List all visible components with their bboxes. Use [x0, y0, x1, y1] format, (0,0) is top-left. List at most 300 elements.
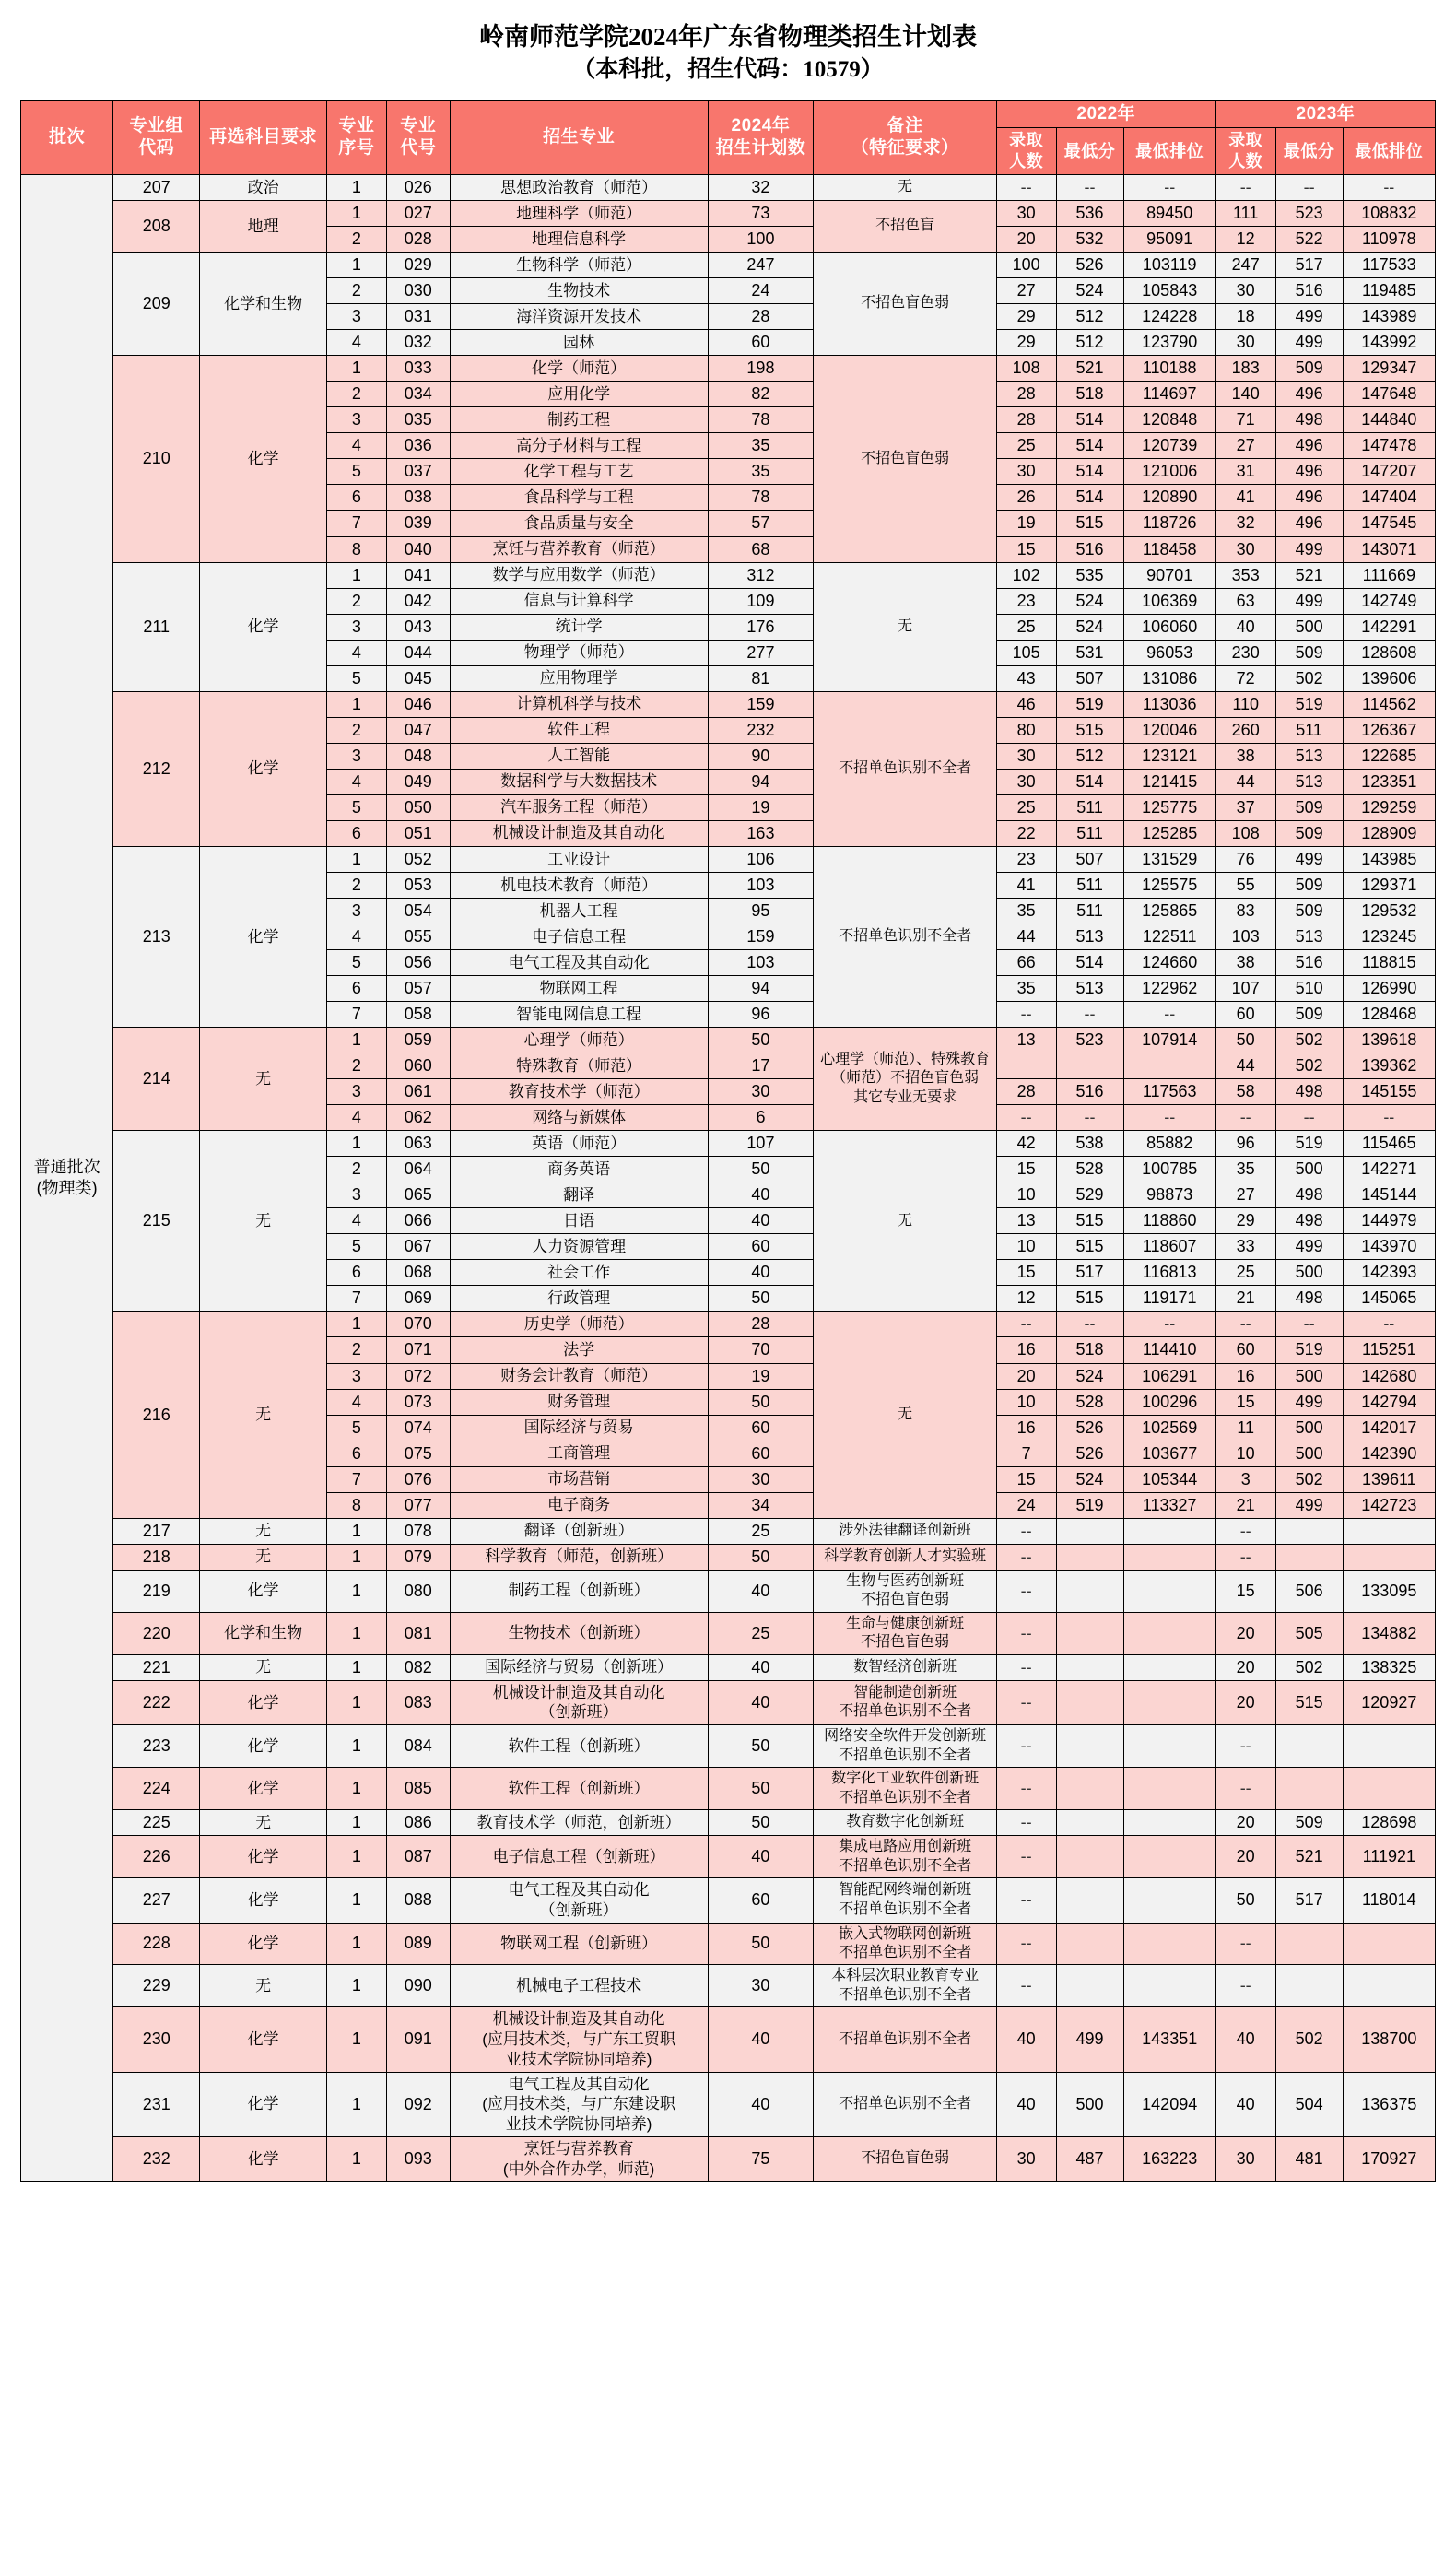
major-name-cell: 教育技术学（师范，创新班） — [450, 1810, 708, 1836]
enrolled-2022-cell: 42 — [996, 1131, 1056, 1157]
minscore-2023-cell: -- — [1275, 175, 1343, 201]
major-code-cell: 092 — [386, 2072, 450, 2136]
major-seq-cell: 1 — [327, 201, 387, 227]
minrank-2022-cell: 106369 — [1123, 588, 1215, 614]
plan-count-cell: 28 — [708, 1312, 814, 1337]
minrank-2022-cell: 103677 — [1123, 1441, 1215, 1466]
major-name-cell: 电子信息工程 — [450, 924, 708, 949]
group-code-cell: 225 — [113, 1810, 200, 1836]
minscore-2022-cell: 516 — [1056, 536, 1123, 562]
minscore-2022-cell — [1056, 1612, 1123, 1654]
enrolled-2022-cell: 25 — [996, 433, 1056, 459]
major-name-cell: 翻译 — [450, 1182, 708, 1208]
enrolled-2023-cell: 96 — [1215, 1131, 1275, 1157]
major-seq-cell: 3 — [327, 304, 387, 330]
plan-count-cell: 25 — [708, 1612, 814, 1654]
enrolled-2023-cell: 30 — [1215, 330, 1275, 356]
major-seq-cell: 1 — [327, 846, 387, 872]
major-name-cell: 人力资源管理 — [450, 1234, 708, 1260]
enrolled-2023-cell: 260 — [1215, 717, 1275, 743]
group-code-cell: 228 — [113, 1923, 200, 1965]
minscore-2022-cell: 526 — [1056, 1415, 1123, 1441]
major-code-cell: 044 — [386, 640, 450, 665]
major-seq-cell: 7 — [327, 1002, 387, 1028]
major-code-cell: 080 — [386, 1570, 450, 1612]
minscore-2022-cell: -- — [1056, 1312, 1123, 1337]
major-seq-cell: 4 — [327, 640, 387, 665]
enrolled-2023-cell: 55 — [1215, 872, 1275, 898]
major-code-cell: 070 — [386, 1312, 450, 1337]
minrank-2022-cell: 124228 — [1123, 304, 1215, 330]
minrank-2023-cell: 128468 — [1343, 1002, 1435, 1028]
minscore-2022-cell: 507 — [1056, 846, 1123, 872]
table-row — [21, 1965, 1436, 2007]
minrank-2023-cell: 139362 — [1343, 1053, 1435, 1079]
minscore-2022-cell: 519 — [1056, 1492, 1123, 1518]
minscore-2022-cell: 513 — [1056, 924, 1123, 949]
major-seq-cell: 7 — [327, 1466, 387, 1492]
major-code-cell: 074 — [386, 1415, 450, 1441]
enrolled-2023-cell: 33 — [1215, 1234, 1275, 1260]
plan-count-cell: 50 — [708, 1923, 814, 1965]
minscore-2023-cell: 521 — [1275, 1836, 1343, 1878]
minrank-2022-cell — [1123, 1654, 1215, 1680]
th-year-2022: 2022年 — [996, 100, 1215, 127]
minscore-2023-cell: 499 — [1275, 536, 1343, 562]
minrank-2023-cell: 143071 — [1343, 536, 1435, 562]
major-seq-cell: 2 — [327, 278, 387, 304]
major-name-cell: 机电技术教育（师范） — [450, 872, 708, 898]
enrolled-2022-cell: 20 — [996, 1363, 1056, 1389]
minscore-2023-cell: 502 — [1275, 1654, 1343, 1680]
minrank-2023-cell: 126990 — [1343, 976, 1435, 1002]
minrank-2022-cell: 118458 — [1123, 536, 1215, 562]
enrolled-2022-cell: 46 — [996, 691, 1056, 717]
major-seq-cell: 1 — [327, 175, 387, 201]
group-code-cell: 212 — [113, 691, 200, 846]
minscore-2023-cell: 519 — [1275, 1131, 1343, 1157]
minrank-2023-cell: 134882 — [1343, 1612, 1435, 1654]
minrank-2023-cell: 170927 — [1343, 2136, 1435, 2182]
enrolled-2023-cell: 18 — [1215, 304, 1275, 330]
plan-count-cell: 107 — [708, 1131, 814, 1157]
major-name-cell: 制药工程（创新班） — [450, 1570, 708, 1612]
major-name-cell: 历史学（师范） — [450, 1312, 708, 1337]
minrank-2023-cell: 138325 — [1343, 1654, 1435, 1680]
minrank-2023-cell: 114562 — [1343, 691, 1435, 717]
table-row — [21, 1028, 1436, 1053]
minrank-2023-cell: 142794 — [1343, 1389, 1435, 1415]
minrank-2022-cell: 125575 — [1123, 872, 1215, 898]
major-code-cell: 032 — [386, 330, 450, 356]
table-row — [21, 1836, 1436, 1878]
table-row — [21, 1768, 1436, 1810]
major-seq-cell: 5 — [327, 1415, 387, 1441]
header-row-1 — [21, 100, 1436, 127]
enrolled-2023-cell: 30 — [1215, 536, 1275, 562]
subject-requirement-cell: 化学 — [200, 1878, 327, 1924]
th-group-code-line2: 代码 — [138, 138, 175, 159]
minrank-2023-cell: 139618 — [1343, 1028, 1435, 1053]
remark-cell: 本科层次职业教育专业 不招单色识别不全者 — [814, 1965, 996, 2007]
minrank-2023-cell: 115465 — [1343, 1131, 1435, 1157]
remark-cell: 心理学（师范）、特殊教育（师范）不招色盲色弱 其它专业无要求 — [814, 1028, 996, 1131]
major-seq-cell: 1 — [327, 691, 387, 717]
minscore-2023-cell: 496 — [1275, 382, 1343, 407]
major-name-cell: 法学 — [450, 1337, 708, 1363]
minrank-2022-cell: 131529 — [1123, 846, 1215, 872]
minscore-2022-cell: 524 — [1056, 278, 1123, 304]
minscore-2022-cell: 515 — [1056, 717, 1123, 743]
major-seq-cell: 2 — [327, 382, 387, 407]
minrank-2022-cell: 120046 — [1123, 717, 1215, 743]
subject-requirement-cell: 无 — [200, 1312, 327, 1518]
subject-requirement-cell: 化学和生物 — [200, 1612, 327, 1654]
minrank-2022-cell — [1123, 1518, 1215, 1544]
major-name-cell: 工业设计 — [450, 846, 708, 872]
minscore-2022-cell: 524 — [1056, 1466, 1123, 1492]
th-2023-minscore: 最低分 — [1275, 128, 1343, 175]
major-name-cell: 电气工程及其自动化 (应用技术类，与广东建设职 业技术学院协同培养) — [450, 2072, 708, 2136]
enrolled-2022-cell: -- — [996, 1836, 1056, 1878]
remark-cell: 不招单色识别不全者 — [814, 691, 996, 846]
th-plan-line2: 招生计划数 — [715, 138, 806, 159]
minscore-2023-cell: -- — [1275, 1105, 1343, 1131]
minrank-2022-cell: 117563 — [1123, 1079, 1215, 1105]
plan-count-cell: 19 — [708, 794, 814, 820]
major-name-cell: 工商管理 — [450, 1441, 708, 1466]
minscore-2023-cell: 498 — [1275, 1079, 1343, 1105]
plan-count-cell: 159 — [708, 924, 814, 949]
enrolled-2023-cell: 183 — [1215, 356, 1275, 382]
minrank-2022-cell: 125775 — [1123, 794, 1215, 820]
major-seq-cell: 2 — [327, 717, 387, 743]
enrolled-2022-cell: 35 — [996, 898, 1056, 924]
minrank-2022-cell — [1123, 1923, 1215, 1965]
minscore-2022-cell — [1056, 1965, 1123, 2007]
enrolled-2023-cell: -- — [1215, 1105, 1275, 1131]
major-seq-cell: 2 — [327, 1053, 387, 1079]
enrolled-2022-cell: 102 — [996, 562, 1056, 588]
enrolled-2023-cell: 21 — [1215, 1286, 1275, 1312]
minrank-2022-cell — [1123, 1836, 1215, 1878]
minscore-2023-cell: 504 — [1275, 2072, 1343, 2136]
major-name-cell: 软件工程（创新班） — [450, 1725, 708, 1768]
major-seq-cell: 2 — [327, 1337, 387, 1363]
major-name-cell: 日语 — [450, 1208, 708, 1234]
plan-count-cell: 35 — [708, 459, 814, 485]
minrank-2023-cell — [1343, 1518, 1435, 1544]
minrank-2023-cell: 143985 — [1343, 846, 1435, 872]
minscore-2023-cell: 506 — [1275, 1570, 1343, 1612]
batch-cell — [21, 175, 113, 2182]
major-name-cell: 机械电子工程技术 — [450, 1965, 708, 2007]
major-seq-cell: 1 — [327, 1768, 387, 1810]
major-seq-cell: 8 — [327, 1492, 387, 1518]
subject-requirement-cell: 化学 — [200, 1680, 327, 1725]
remark-cell: 集成电路应用创新班 不招单色识别不全者 — [814, 1836, 996, 1878]
minscore-2022-cell: 512 — [1056, 304, 1123, 330]
minscore-2022-cell: 513 — [1056, 976, 1123, 1002]
major-seq-cell: 1 — [327, 2136, 387, 2182]
minscore-2022-cell: 524 — [1056, 614, 1123, 640]
minscore-2022-cell: 515 — [1056, 511, 1123, 536]
minscore-2023-cell: 496 — [1275, 485, 1343, 511]
major-seq-cell: 8 — [327, 536, 387, 562]
subject-requirement-cell: 化学 — [200, 1923, 327, 1965]
minrank-2023-cell: 142393 — [1343, 1260, 1435, 1286]
major-name-cell: 财务管理 — [450, 1389, 708, 1415]
enrolled-2022-cell: 16 — [996, 1415, 1056, 1441]
minrank-2023-cell: 122685 — [1343, 743, 1435, 769]
minrank-2022-cell — [1123, 1544, 1215, 1570]
subject-requirement-cell: 化学 — [200, 1570, 327, 1612]
remark-cell: 不招色盲 — [814, 201, 996, 253]
major-name-cell: 生物技术（创新班） — [450, 1612, 708, 1654]
enrolled-2022-cell: 28 — [996, 382, 1056, 407]
enrolled-2023-cell: 10 — [1215, 1441, 1275, 1466]
minscore-2023-cell — [1275, 1725, 1343, 1768]
th-major-code-line1: 专业 — [400, 116, 437, 136]
major-name-cell: 电气工程及其自动化 （创新班） — [450, 1878, 708, 1924]
table-header — [21, 100, 1436, 174]
plan-count-cell: 50 — [708, 1157, 814, 1182]
th-plan-line1: 2024年 — [731, 116, 791, 136]
plan-count-cell: 176 — [708, 614, 814, 640]
plan-count-cell: 24 — [708, 278, 814, 304]
minscore-2023-cell: 499 — [1275, 846, 1343, 872]
table-row — [21, 691, 1436, 717]
minrank-2022-cell — [1123, 1680, 1215, 1725]
plan-count-cell: 30 — [708, 1965, 814, 2007]
minscore-2022-cell: 528 — [1056, 1389, 1123, 1415]
subject-requirement-cell: 无 — [200, 1518, 327, 1544]
minrank-2023-cell: 142291 — [1343, 614, 1435, 640]
major-code-cell: 093 — [386, 2136, 450, 2182]
enrolled-2022-cell: 15 — [996, 1157, 1056, 1182]
plan-count-cell: 75 — [708, 2136, 814, 2182]
th-subject: 再选科目要求 — [200, 100, 327, 174]
minscore-2023-cell: 498 — [1275, 1208, 1343, 1234]
minrank-2022-cell: 114697 — [1123, 382, 1215, 407]
table-row — [21, 1518, 1436, 1544]
minrank-2022-cell: 113327 — [1123, 1492, 1215, 1518]
enrolled-2023-cell: 111 — [1215, 201, 1275, 227]
plan-count-cell: 60 — [708, 330, 814, 356]
enrolled-2023-cell: 140 — [1215, 382, 1275, 407]
minscore-2022-cell: 514 — [1056, 485, 1123, 511]
enrolled-2022-cell: -- — [996, 1518, 1056, 1544]
minscore-2023-cell: 502 — [1275, 1466, 1343, 1492]
plan-count-cell: 103 — [708, 872, 814, 898]
remark-cell: 嵌入式物联网创新班 不招单色识别不全者 — [814, 1923, 996, 1965]
th-group-code — [113, 100, 200, 174]
plan-count-cell: 68 — [708, 536, 814, 562]
minscore-2023-cell: 516 — [1275, 278, 1343, 304]
enrolled-2022-cell: 10 — [996, 1389, 1056, 1415]
minscore-2022-cell: 535 — [1056, 562, 1123, 588]
table-row — [21, 1725, 1436, 1768]
minrank-2022-cell: 89450 — [1123, 201, 1215, 227]
plan-count-cell: 106 — [708, 846, 814, 872]
plan-count-cell: 81 — [708, 665, 814, 691]
minrank-2022-cell: 142094 — [1123, 2072, 1215, 2136]
minrank-2022-cell: 120848 — [1123, 407, 1215, 433]
minscore-2022-cell: 529 — [1056, 1182, 1123, 1208]
minrank-2023-cell: 144840 — [1343, 407, 1435, 433]
table-row — [21, 1810, 1436, 1836]
minrank-2022-cell: 116813 — [1123, 1260, 1215, 1286]
plan-count-cell: 50 — [708, 1725, 814, 1768]
minscore-2022-cell: 511 — [1056, 872, 1123, 898]
plan-count-cell: 50 — [708, 1389, 814, 1415]
group-code-cell: 207 — [113, 175, 200, 201]
major-code-cell: 053 — [386, 872, 450, 898]
minscore-2022-cell: 524 — [1056, 1363, 1123, 1389]
minscore-2022-cell: 524 — [1056, 588, 1123, 614]
plan-count-cell: 247 — [708, 253, 814, 278]
minrank-2023-cell: 129347 — [1343, 356, 1435, 382]
major-seq-cell: 2 — [327, 588, 387, 614]
plan-count-cell: 40 — [708, 2007, 814, 2072]
major-seq-cell: 1 — [327, 1544, 387, 1570]
group-code-cell: 226 — [113, 1836, 200, 1878]
group-code-cell: 218 — [113, 1544, 200, 1570]
minscore-2023-cell: 496 — [1275, 459, 1343, 485]
enrolled-2022-cell: 66 — [996, 950, 1056, 976]
group-code-cell: 213 — [113, 846, 200, 1027]
enrolled-2022-cell: 26 — [996, 485, 1056, 511]
subject-requirement-cell: 化学 — [200, 1725, 327, 1768]
minscore-2023-cell: 502 — [1275, 665, 1343, 691]
minrank-2022-cell: 122511 — [1123, 924, 1215, 949]
minrank-2022-cell: 90701 — [1123, 562, 1215, 588]
major-code-cell: 081 — [386, 1612, 450, 1654]
remark-cell: 科学教育创新人才实验班 — [814, 1544, 996, 1570]
enrolled-2022-cell: 10 — [996, 1182, 1056, 1208]
major-name-cell: 制药工程 — [450, 407, 708, 433]
table-row — [21, 2136, 1436, 2182]
major-name-cell: 电气工程及其自动化 — [450, 950, 708, 976]
major-code-cell: 069 — [386, 1286, 450, 1312]
minscore-2022-cell — [1056, 1768, 1123, 1810]
minscore-2022-cell: 487 — [1056, 2136, 1123, 2182]
major-seq-cell: 7 — [327, 1286, 387, 1312]
enrolled-2022-cell: -- — [996, 1810, 1056, 1836]
major-name-cell: 物理学（师范） — [450, 640, 708, 665]
enrolled-2022-cell: 40 — [996, 2007, 1056, 2072]
major-seq-cell: 3 — [327, 407, 387, 433]
minrank-2022-cell: 121415 — [1123, 769, 1215, 794]
remark-cell: 网络安全软件开发创新班 不招单色识别不全者 — [814, 1725, 996, 1768]
subject-requirement-cell: 化学 — [200, 562, 327, 691]
table-row — [21, 562, 1436, 588]
major-seq-cell: 3 — [327, 743, 387, 769]
minrank-2023-cell: 142749 — [1343, 588, 1435, 614]
group-code-cell: 215 — [113, 1131, 200, 1312]
minrank-2023-cell: -- — [1343, 175, 1435, 201]
subject-requirement-cell: 化学 — [200, 1836, 327, 1878]
major-name-cell: 科学教育（师范，创新班） — [450, 1544, 708, 1570]
minscore-2023-cell — [1275, 1965, 1343, 2007]
minrank-2023-cell: 143970 — [1343, 1234, 1435, 1260]
minscore-2022-cell: 526 — [1056, 253, 1123, 278]
enrolled-2022-cell: -- — [996, 1923, 1056, 1965]
major-seq-cell: 2 — [327, 1157, 387, 1182]
major-seq-cell: 6 — [327, 1441, 387, 1466]
enrolled-2022-cell: 16 — [996, 1337, 1056, 1363]
plan-count-cell: 17 — [708, 1053, 814, 1079]
plan-count-cell: 57 — [708, 511, 814, 536]
enrolled-2022-cell: 40 — [996, 2072, 1056, 2136]
th-batch: 批次 — [21, 100, 113, 174]
remark-cell: 不招单色识别不全者 — [814, 2072, 996, 2136]
enrolled-2023-cell: 71 — [1215, 407, 1275, 433]
minrank-2022-cell: -- — [1123, 1312, 1215, 1337]
table-row — [21, 2007, 1436, 2072]
enrolled-2023-cell: 353 — [1215, 562, 1275, 588]
major-code-cell: 052 — [386, 846, 450, 872]
minscore-2023-cell: 521 — [1275, 562, 1343, 588]
th-plan-count — [708, 100, 814, 174]
minscore-2022-cell — [1056, 1836, 1123, 1878]
minrank-2022-cell: 118726 — [1123, 511, 1215, 536]
minscore-2022-cell — [1056, 1544, 1123, 1570]
group-code-cell: 222 — [113, 1680, 200, 1725]
minscore-2023-cell: 502 — [1275, 2007, 1343, 2072]
minscore-2023-cell: 523 — [1275, 201, 1343, 227]
minrank-2022-cell: 123790 — [1123, 330, 1215, 356]
th-remark-line2: （特征要求） — [851, 138, 959, 159]
group-code-cell: 224 — [113, 1768, 200, 1810]
major-name-cell: 翻译（创新班） — [450, 1518, 708, 1544]
minscore-2023-cell: 481 — [1275, 2136, 1343, 2182]
major-seq-cell: 3 — [327, 1079, 387, 1105]
enrolled-2022-cell: -- — [996, 1680, 1056, 1725]
enrolled-2023-cell: 25 — [1215, 1260, 1275, 1286]
enrolled-2023-cell: 27 — [1215, 433, 1275, 459]
minrank-2023-cell: 128909 — [1343, 820, 1435, 846]
minscore-2022-cell — [1056, 1923, 1123, 1965]
subject-requirement-cell: 化学和生物 — [200, 253, 327, 356]
enrolled-2023-cell: 60 — [1215, 1002, 1275, 1028]
minrank-2022-cell: 114410 — [1123, 1337, 1215, 1363]
minrank-2022-cell: 102569 — [1123, 1415, 1215, 1441]
major-seq-cell: 6 — [327, 1260, 387, 1286]
major-name-cell: 化学工程与工艺 — [450, 459, 708, 485]
enrolled-2023-cell: 44 — [1215, 1053, 1275, 1079]
enrolled-2022-cell: 19 — [996, 511, 1056, 536]
plan-count-cell: 50 — [708, 1544, 814, 1570]
enrolled-2023-cell: 110 — [1215, 691, 1275, 717]
minscore-2023-cell: 517 — [1275, 253, 1343, 278]
group-code-cell: 229 — [113, 1965, 200, 2007]
minrank-2022-cell — [1123, 1878, 1215, 1924]
enrolled-2022-cell: 35 — [996, 976, 1056, 1002]
major-seq-cell: 1 — [327, 253, 387, 278]
enrolled-2022-cell: 23 — [996, 846, 1056, 872]
major-code-cell: 057 — [386, 976, 450, 1002]
major-name-cell: 化学（师范） — [450, 356, 708, 382]
subject-requirement-cell: 无 — [200, 1965, 327, 2007]
minscore-2023-cell: 522 — [1275, 227, 1343, 253]
minrank-2022-cell: 120890 — [1123, 485, 1215, 511]
major-code-cell: 073 — [386, 1389, 450, 1415]
minrank-2023-cell: 128608 — [1343, 640, 1435, 665]
major-name-cell: 机械设计制造及其自动化 (应用技术类，与广东工贸职 业技术学院协同培养) — [450, 2007, 708, 2072]
minrank-2022-cell: 121006 — [1123, 459, 1215, 485]
subject-requirement-cell: 化学 — [200, 1768, 327, 1810]
